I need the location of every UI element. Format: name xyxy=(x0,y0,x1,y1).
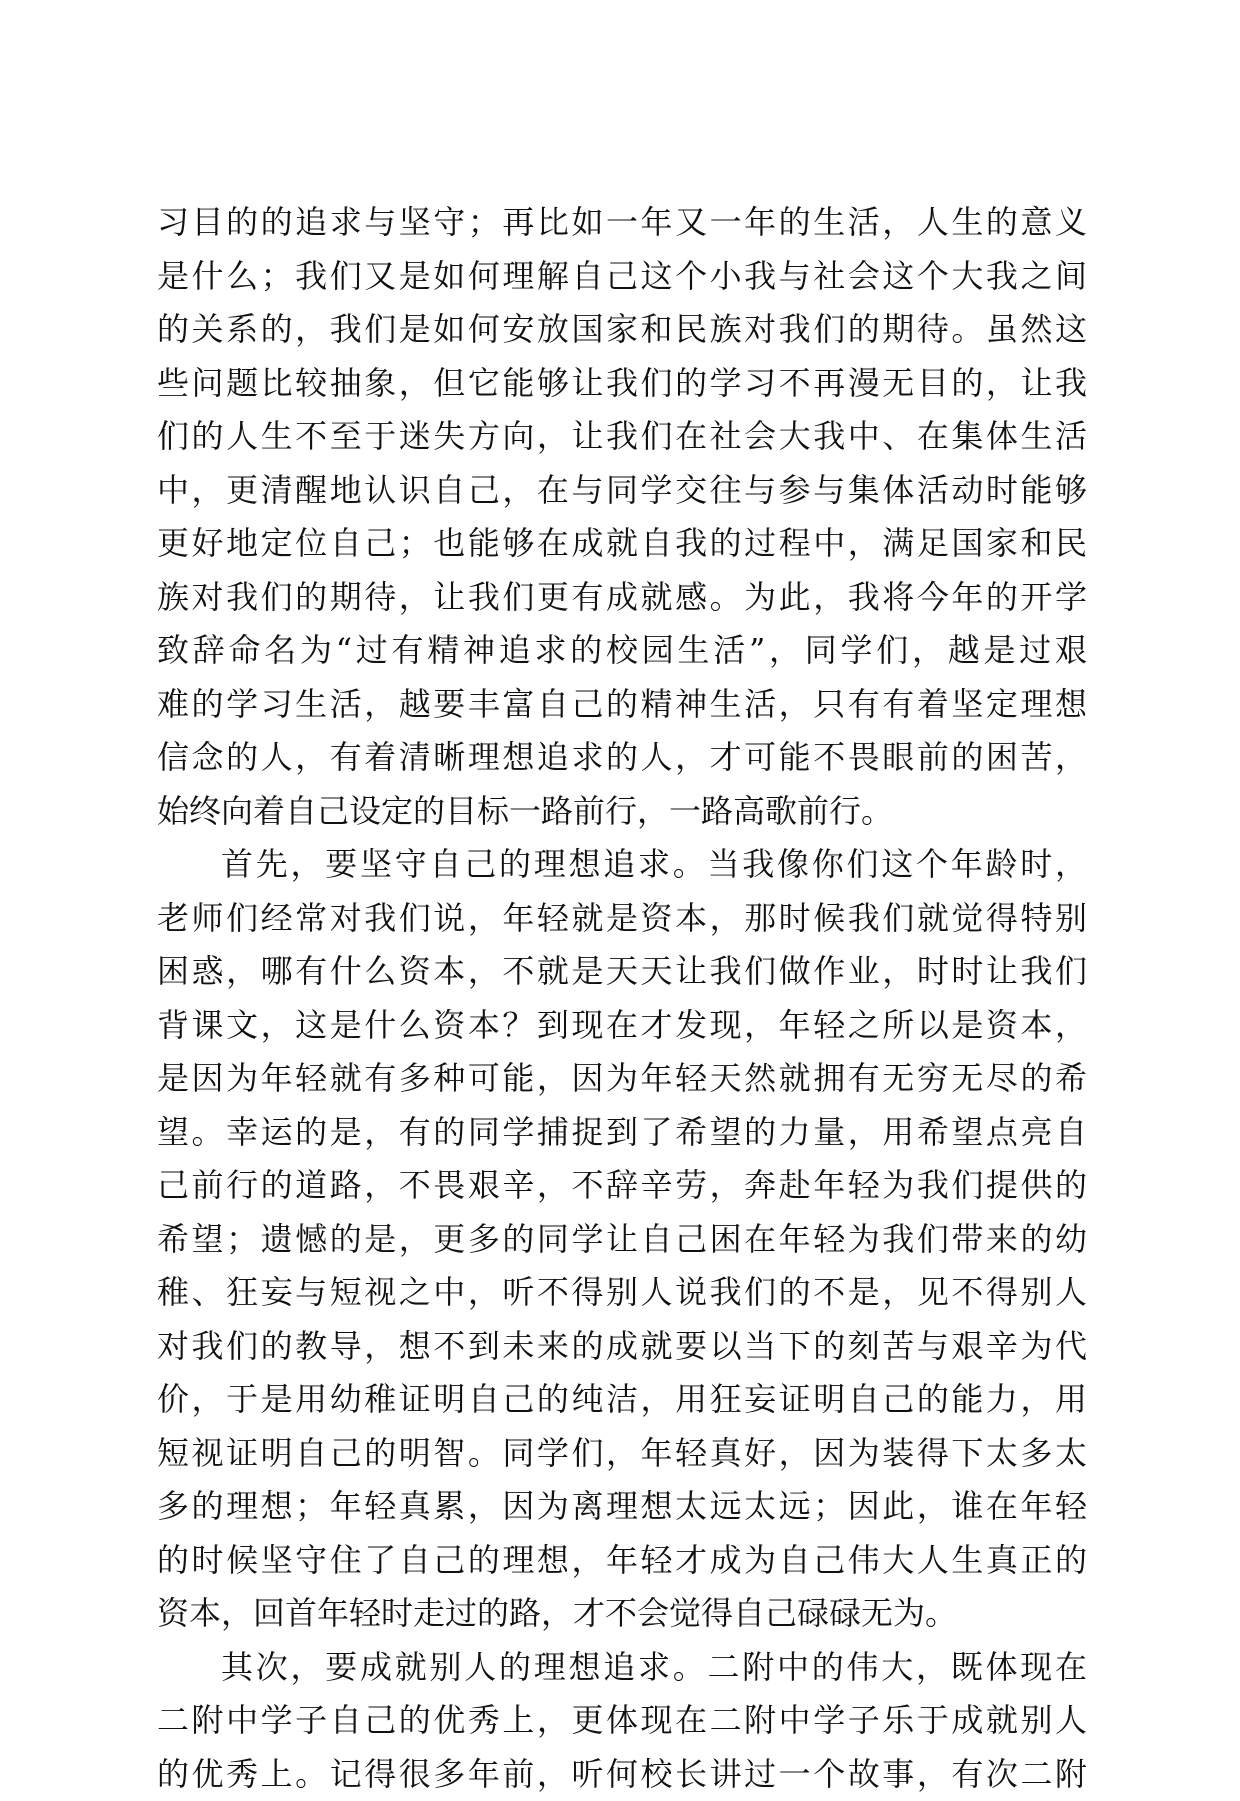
text-line: 价，于是用幼稚证明自己的纯洁，用狂妄证明自己的能力，用 xyxy=(157,1373,1087,1427)
text-line: 始终向着自己设定的目标一路前行，一路高歌前行。 xyxy=(157,785,1087,839)
text-line: 族对我们的期待，让我们更有成就感。为此，我将今年的开学 xyxy=(157,571,1087,625)
text-line: 己前行的道路，不畏艰辛，不辞辛劳，奔赴年轻为我们提供的 xyxy=(157,1159,1087,1213)
text-line: 望。幸运的是，有的同学捕捉到了希望的力量，用希望点亮自 xyxy=(157,1106,1087,1160)
text-line: 稚、狂妄与短视之中，听不得别人说我们的不是，见不得别人 xyxy=(157,1266,1087,1320)
body-text xyxy=(157,196,1087,1801)
text-line: 的优秀上。记得很多年前，听何校长讲过一个故事，有次二附 xyxy=(157,1748,1087,1801)
text-line: 的时候坚守住了自己的理想，年轻才成为自己伟大人生真正的 xyxy=(157,1534,1087,1588)
text-line: 难的学习生活，越要丰富自己的精神生活，只有有着坚定理想 xyxy=(157,678,1087,732)
text-line: 对我们的教导，想不到未来的成就要以当下的刻苦与艰辛为代 xyxy=(157,1320,1087,1374)
text-line: 致辞命名为“过有精神追求的校园生活”，同学们，越是过艰 xyxy=(157,624,1087,678)
text-line: 是什么；我们又是如何理解自己这个小我与社会这个大我之间 xyxy=(157,250,1087,304)
text-line: 中，更清醒地认识自己，在与同学交往与参与集体活动时能够 xyxy=(157,464,1087,518)
text-line: 希望；遗憾的是，更多的同学让自己困在年轻为我们带来的幼 xyxy=(157,1213,1087,1267)
text-line: 习目的的追求与坚守；再比如一年又一年的生活，人生的意义 xyxy=(157,196,1087,250)
text-line: 信念的人，有着清晰理想追求的人，才可能不畏眼前的困苦， xyxy=(157,731,1087,785)
text-line: 多的理想；年轻真累，因为离理想太远太远；因此，谁在年轻 xyxy=(157,1480,1087,1534)
text-line: 二附中学子自己的优秀上，更体现在二附中学子乐于成就别人 xyxy=(157,1694,1087,1748)
text-line: 首先，要坚守自己的理想追求。当我像你们这个年龄时， xyxy=(157,838,1087,892)
text-line: 是因为年轻就有多种可能，因为年轻天然就拥有无穷无尽的希 xyxy=(157,1052,1087,1106)
text-line: 短视证明自己的明智。同学们，年轻真好，因为装得下太多太 xyxy=(157,1427,1087,1481)
text-line: 老师们经常对我们说，年轻就是资本，那时候我们就觉得特别 xyxy=(157,892,1087,946)
text-line: 资本，回首年轻时走过的路，才不会觉得自己碌碌无为。 xyxy=(157,1587,1087,1641)
text-line: 困惑，哪有什么资本，不就是天天让我们做作业，时时让我们 xyxy=(157,945,1087,999)
text-line: 些问题比较抽象，但它能够让我们的学习不再漫无目的，让我 xyxy=(157,357,1087,411)
text-line: 的关系的，我们是如何安放国家和民族对我们的期待。虽然这 xyxy=(157,303,1087,357)
text-line: 背课文，这是什么资本？到现在才发现，年轻之所以是资本， xyxy=(157,999,1087,1053)
text-line: 们的人生不至于迷失方向，让我们在社会大我中、在集体生活 xyxy=(157,410,1087,464)
text-line: 更好地定位自己；也能够在成就自我的过程中，满足国家和民 xyxy=(157,517,1087,571)
text-line: 其次，要成就别人的理想追求。二附中的伟大，既体现在 xyxy=(157,1641,1087,1695)
